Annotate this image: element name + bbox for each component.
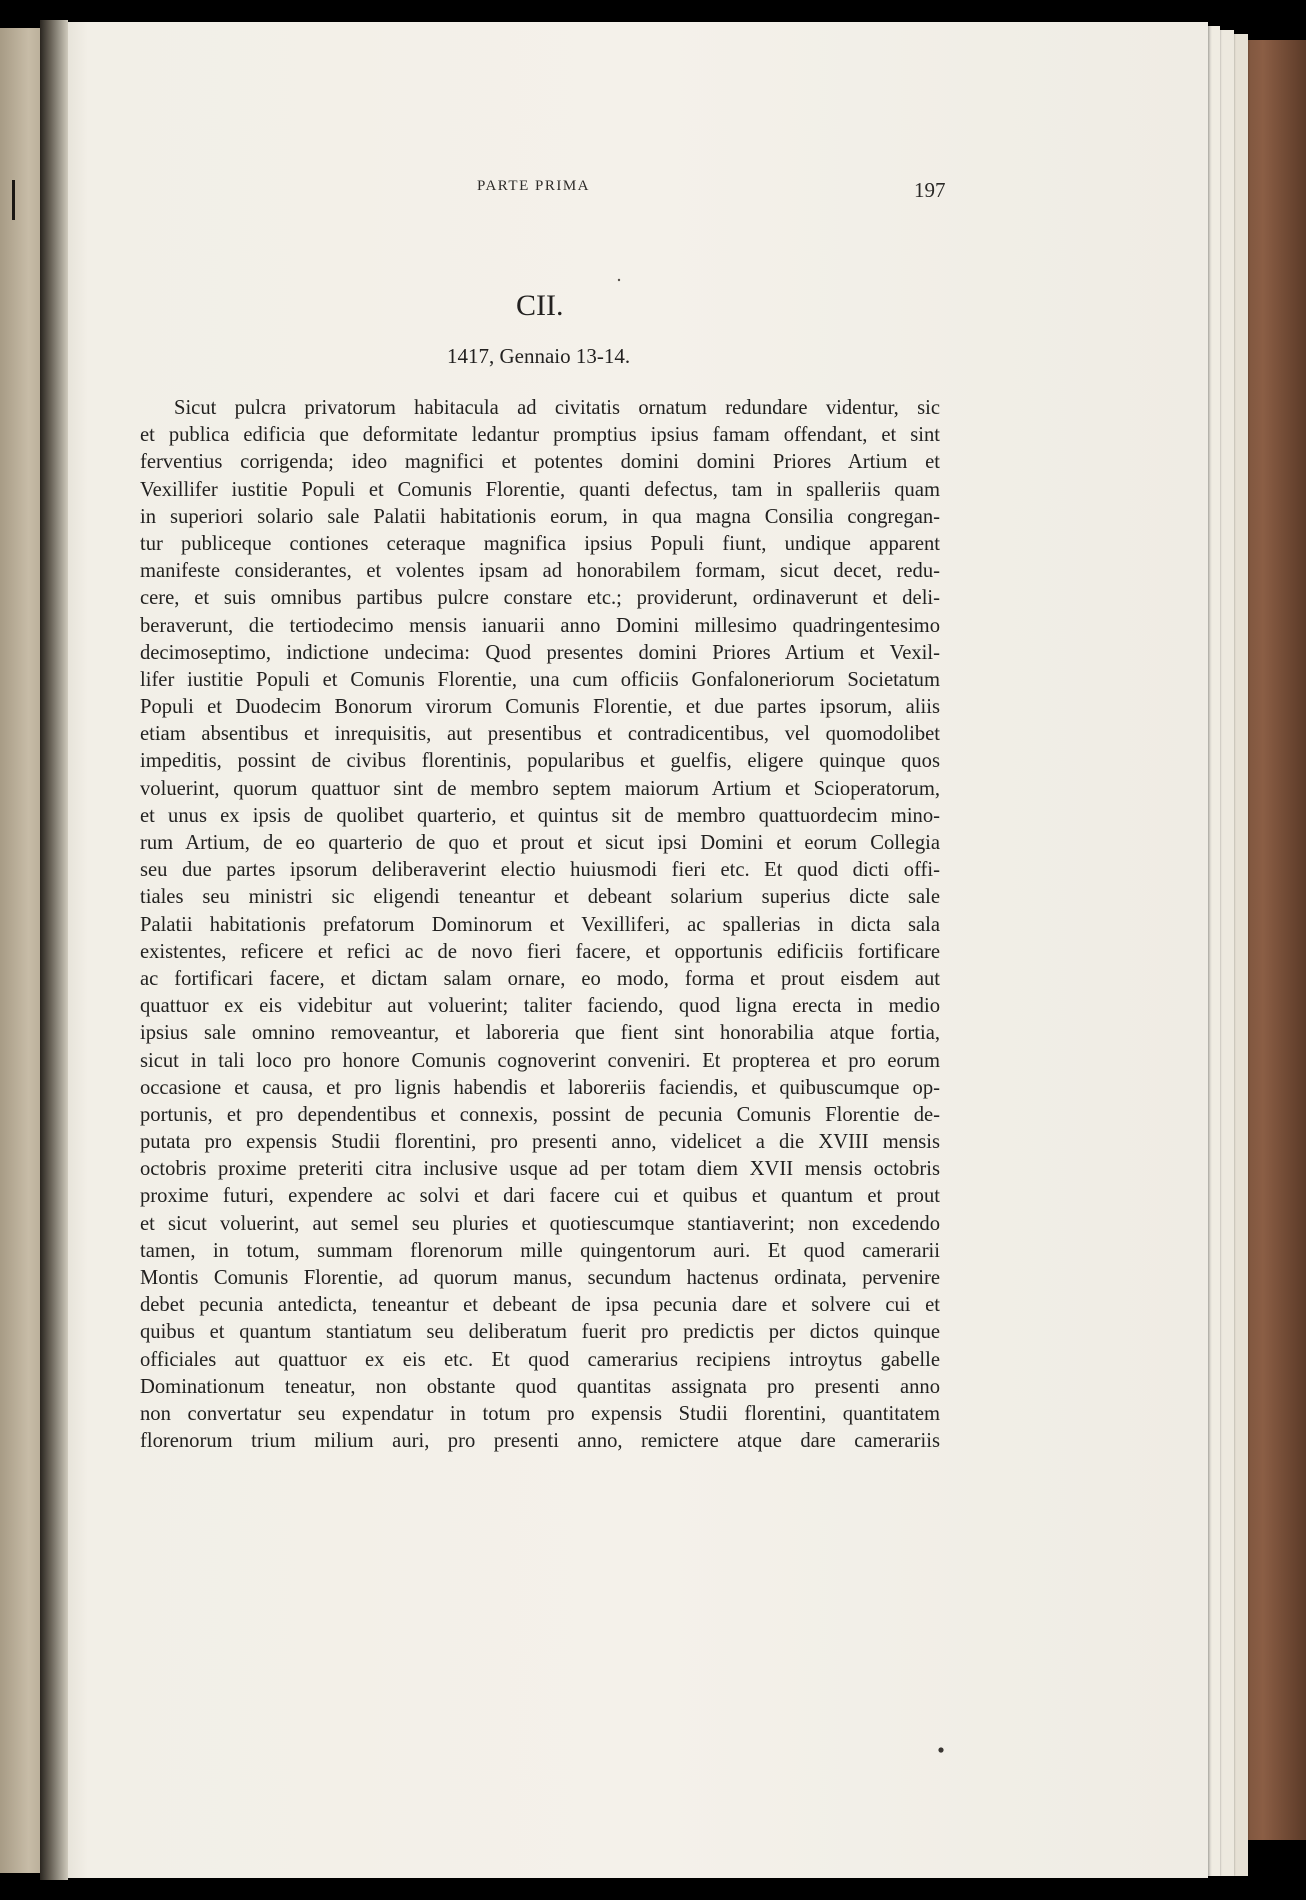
text-line: portunis, et pro dependentibus et connexis, possint de pecunia Comunis Florentie de- [140,1103,940,1126]
text-line: et publica edificia que deformitate ledantur promptius ipsius famam offendant, et sint [140,424,940,447]
text-line: florenorum trium milium auri, pro presenti anno, remictere atque dare camerariis [140,1430,940,1453]
text-line: lifer iustitie Populi et Comunis Florentie, una cum officiis Gonfaloneriorum Societatum [140,668,940,691]
text-line: tamen, in totum, summam florenorum mille quingentorum auri. Et quod camerarii [140,1239,940,1262]
text-line: Sicut pulcra privatorum habitacula ad civitatis ornatum redundare videntur, sic [174,397,940,419]
text-line: proxime futuri, expendere ac solvi et dari facere cui et quibus et quantum et prout [140,1185,940,1208]
text-line: et unus ex ipsis de quolibet quarterio, et quintus sit de membro quattuordecim mino- [140,804,940,827]
text-line: debet pecunia antedicta, teneantur et debeant de ipsa pecunia dare et solvere cui et [140,1294,940,1317]
text-line: Vexillifer iustitie Populi et Comunis Florentie, quanti defectus, tam in spalleriis quam [140,478,940,501]
text-line: Dominationum teneatur, non obstante quod quantitas assignata pro presenti anno [140,1375,940,1398]
page-number: 197 [914,178,946,202]
text-line: decimoseptimo, indictione undecima: Quod presentes domini Priores Artium et Vexil- [140,641,940,664]
text-line: quattuor ex eis videbitur aut voluerint; taliter faciendo, quod ligna erecta in medio [140,995,940,1018]
text-line: Palatii habitationis prefatorum Dominorum et Vexilliferi, ac spallerias in dicta sala [140,913,940,936]
text-line: occasione et causa, et pro lignis habendis et laboreriis faciendis, et quibuscumque op- [140,1076,940,1099]
text-line: non convertatur seu expendatur in totum pro expensis Studii florentini, quantitatem [140,1402,940,1425]
document-number: CII. [516,289,564,322]
text-line: tiales seu ministri sic eligendi teneantur et debeant solarium superius dicte sale [140,886,940,909]
running-head: PARTE PRIMA [477,178,590,194]
text-line: Populi et Duodecim Bonorum virorum Comunis Florentie, et due partes ipsorum, aliis [140,696,940,719]
text-line: beraverunt, die tertiodecimo mensis ianuarii anno Domini millesimo quadringentesimo [140,614,940,637]
text-line: putata pro expensis Studii florentini, pro presenti anno, videlicet a die XVIII mensis [140,1131,940,1154]
text-line: seu due partes ipsorum deliberaverint electio huiusmodi fieri etc. Et quod dicti offi- [140,859,940,882]
text-line: sicut in tali loco pro honore Comunis cognoverint conveniri. Et propterea et pro eorum [140,1049,940,1072]
text-line: officiales aut quattuor ex eis etc. Et quod camerarius recipiens introytus gabelle [140,1348,940,1371]
text-line: octobris proxime preteriti citra inclusive usque ad per totam diem XVII mensis octobris [140,1158,940,1181]
text-line: voluerint, quorum quattuor sint de membro septem maiorum Artium et Scioperatorum, [140,777,940,800]
text-line: etiam absentibus et inrequisitis, aut presentibus et contradicentibus, vel quomodolibet [140,723,940,746]
text-line: rum Artium, de eo quarterio de quo et prout et sicut ipsi Domini et eorum Collegia [140,832,940,854]
text-line: impeditis, possint de civibus florentinis, popularibus et guelfis, eligere quinque quos [140,750,940,773]
text-line: ferventius corrigenda; ideo magnifici et potentes domini domini Priores Artium et [140,451,940,474]
text-line: Montis Comunis Florentie, ad quorum manus, secundum hactenus ordinata, pervenire [140,1267,940,1289]
text-line: in superiori solario sale Palatii habitationis eorum, in qua magna Consilia congregan- [140,505,940,528]
text-line: manifeste considerantes, et volentes ipsam ad honorabilem formam, sicut decet, redu- [140,560,940,583]
text-line: ipsius sale omnino removeantur, et laboreria que fient sint honorabilia atque fortia, [140,1022,940,1045]
text-line: ac fortificari facere, et dictam salam ornare, eo modo, forma et prout eisdem aut [140,967,940,990]
text-line: cere, et suis omnibus partibus pulcre constare etc.; providerunt, ordinaverunt et deli- [140,587,940,610]
text-line: tur publiceque contiones ceteraque magnifica ipsius Populi fiunt, undique apparent [140,532,940,555]
text-line: et sicut voluerint, aut semel seu pluries et quotiescumque stantiaverint; non excedendo [140,1212,940,1235]
text-line: existentes, reficere et refici ac de novo fieri facere, et opportunis edificiis fortificare [140,940,940,963]
date-line: 1417, Gennaio 13-14. [447,344,631,368]
body-text [140,395,940,1455]
text-line: quibus et quantum stantiatum seu deliberatum fuerit pro predictis per dictos quinque [140,1321,940,1344]
